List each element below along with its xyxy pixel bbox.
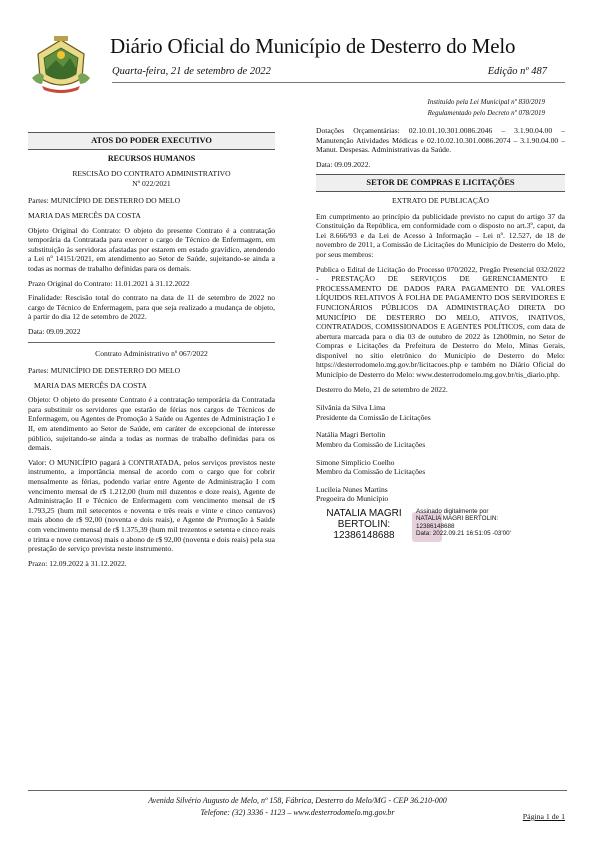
institution-decree: Regulamentado pelo Decreto nº 078/2019 (427, 109, 545, 117)
signer-block (316, 485, 565, 504)
page-number: Página 1 de 1 (522, 812, 565, 821)
signer-block (316, 458, 565, 477)
edition-number: Edição nº 487 (487, 66, 547, 77)
signer-role: Membro da Comissão de Licitações (316, 467, 426, 477)
rescisao-term: Prazo Original do Contrato: 11.01.2021 à 31.12.2022 (28, 278, 190, 288)
subsection-human-resources: RECURSOS HUMANOS (107, 153, 196, 163)
footer-contact: Telefone: (32) 3336 - 1123 – www.desterrodomelo.mg.gov.br (200, 808, 395, 817)
rescisao-number: Nº 022/2021 (132, 178, 171, 188)
footer-address: Avenida Silvério Augusto de Melo, nº 158, Fábrica, Desterro do Melo/MG - CEP 36.210-000 (148, 796, 447, 805)
tender-notice-paragraph: Publica o Edital de Licitação do Processo 070/2022, Pregão Presencial 032/2022 - PRESTAÇÃO DE SERVIÇOS DE GERENCIAMENTO E PROCESSAMENTO DE DADOS PARA PAGAMENTO DE VALORES LÍQUIDOS RELATIVOS À FOLHA DE PAGAMENTO DOS SERVIDORES E FUNCIONÁRIOS PÚBLICOS DA ADMINISTRAÇÃO DIRETA DO MUNICÍPIO DE DESTERRO DO MELO, ATIVOS, INATIVOS, CONTRATADOS, COMISSIONADOS E AGENTES POLÍTICOS, com data de abertura marcada para o dia 03 de outubro de 2022 às 12h00min, no Setor de Compras e Licitações da Prefeitura de Desterro do Melo, Minas Gerais, disponível no sítio eletrônico do Município de Desterro do Melo: https://desterrodomelo.mg.gov.br/licitacoes.php e também no Diário Oficial do Município de Desterro do Melo: www.desterrodomelo.mg.gov.br/tis_diario.php. (316, 264, 565, 380)
section-header-procurement: SETOR DE COMPRAS E LICITAÇÕES (316, 174, 565, 192)
left-column (28, 126, 275, 573)
right-column (316, 126, 565, 541)
newspaper-title: Diário Oficial do Município de Desterro do Melo (110, 34, 516, 58)
signer-block (316, 430, 565, 449)
rescisao-parties: Partes: MUNICÍPIO DE DESTERRO DO MELO (28, 196, 181, 206)
signer-block (316, 403, 565, 422)
divider (28, 342, 275, 343)
contract-contracted-name: MARIA DAS MERCÊS DA COSTA (34, 380, 147, 390)
section-header-executive: ATOS DO PODER EXECUTIVO (28, 132, 275, 150)
header-divider (112, 82, 565, 83)
budget-allocations: Dotações Orçamentárias: 02.10.01.10.301.0086.2046 – 3.1.90.04.00 – Manutenção Atividades Médicas e 02.10.02.10.301.0086.2074 – 3.1.90.04.00 – Manut. Despesas. Administrativas da Saúde. (316, 126, 565, 155)
signer-role: Presidente da Comissão de Licitações (316, 412, 431, 422)
publication-date: Quarta-feira, 21 de setembro de 2022 (112, 66, 271, 77)
rescisao-purpose: Finalidade: Rescisão total do contrato na data de 11 de setembro de 2022 no cargo de Técnico de Enfermagem, para que seja realizado a mudança de objeto, à partir do dia 12 de setembro de 2022. (28, 293, 275, 322)
contract-value: Valor: O MUNICÍPIO pagará à CONTRATADA, pelos serviços previstos neste instrumento, a importância mensal de acordo com o cargo que for cobrir mensalmente as férias, podendo variar entre Agente de Administração I com vencimento mensal de r$ 1.212,00 (hum mil duzentos e doze reais), Agente de Administração II e Técnico de Enfermagem com vencimento mensal de r$ 1.793,25 (hum mil setecentos e noventa e três reais e vinte e cinco centavos) mais abono de r$ 92,00 (noventa e dois reais), e Agente de Promoção à Saúde com vencimento mensal de r$ 1.375,39 (hum mil trezentos e setenta e cinco reais e trinta e nove centavos) mais o abono de r$ 92,00 (noventa e dois reais) pela sua prestação de serviço prevista neste instrumento. (28, 457, 275, 554)
digital-signature-stamp (316, 508, 565, 541)
footer-divider (28, 790, 567, 791)
contract-object: Objeto: O objeto do presente Contrato é a contratação temporária da Contratada para substituir os servidores que estarão de férias nos cargos de Técnicos de Enfermagem, ou Agentes de Promoção à Saúde ou Agentes de Administração I e II, em atendimento ao Setor de Saúde, em caráter de excepcional de interesse público, sujeitando-se ainda a todas as normas de trabalho definidas para os demais. (28, 395, 275, 453)
publicity-paragraph: Em cumprimento ao princípio da publicidade previsto no caput do artigo 37 da Constituição da República, em conformidade com o disposto no art.3º, caput, da Lei 8.666/93 e da Lei de Acesso à Informação – Lei nº. 12.527, de 18 de novembro de 2011, a Comissão de Licitações do Município de Desterro do Melo, por seus membros: (316, 211, 565, 259)
digital-signature-name: NATALIA MAGRI BERTOLIN: 12386148688 (326, 508, 402, 541)
signer-name: Natália Magri Bertolin (316, 430, 386, 440)
signer-name: Simone Simplício Coelho (316, 457, 395, 467)
rescisao-contracted-name: MARIA DAS MERCÊS DA COSTA (28, 210, 141, 220)
rescisao-date: Data: 09.09.2022 (28, 326, 81, 336)
rescisao-title: RESCISÃO DO CONTRATO ADMINISTRATIVO (72, 169, 231, 179)
signer-name: Silvânia da Silva Lima (316, 403, 386, 413)
municipal-coat-of-arms-icon (30, 34, 92, 94)
digital-signature-details: Assinado digitalmente por NATALIA MAGRI BERTOLIN: 12386148688 Data: 2022.09.21 16:51:05 -03'00' (412, 508, 546, 538)
contract-title: Contrato Administrativo nº 067/2022 (95, 348, 208, 358)
institution-law: Instituído pela Lei Municipal nº 830/2019 (427, 98, 545, 106)
contract-term: Prazo: 12.09.2022 à 31.12.2022. (28, 558, 127, 568)
contract-date: Data: 09.09.2022. (316, 159, 371, 169)
signer-name: Lucileia Nunes Martins (316, 484, 388, 494)
signer-role: Pregoeira do Município (316, 494, 389, 504)
publication-extract-title: EXTRATO DE PUBLICAÇÃO (392, 195, 489, 205)
rescisao-object: Objeto Original do Contrato: O objeto do presente Contrato é a contratação temporária da Contratada para exercer o cargo de Técnico de Enfermagem, em substituição às servidoras afastadas por estarem em estado gravídico, atendendo a Lei nº 14151/2021, em atendimento ao Setor de Saúde, sujeitando-se ainda a todas as normas de trabalho definidas para os demais. (28, 225, 275, 273)
signer-role: Membro da Comissão de Licitações (316, 440, 426, 450)
place-and-date: Desterro do Melo, 21 de setembro de 2022. (316, 384, 448, 394)
contract-parties: Partes: MUNICÍPIO DE DESTERRO DO MELO (28, 366, 181, 376)
